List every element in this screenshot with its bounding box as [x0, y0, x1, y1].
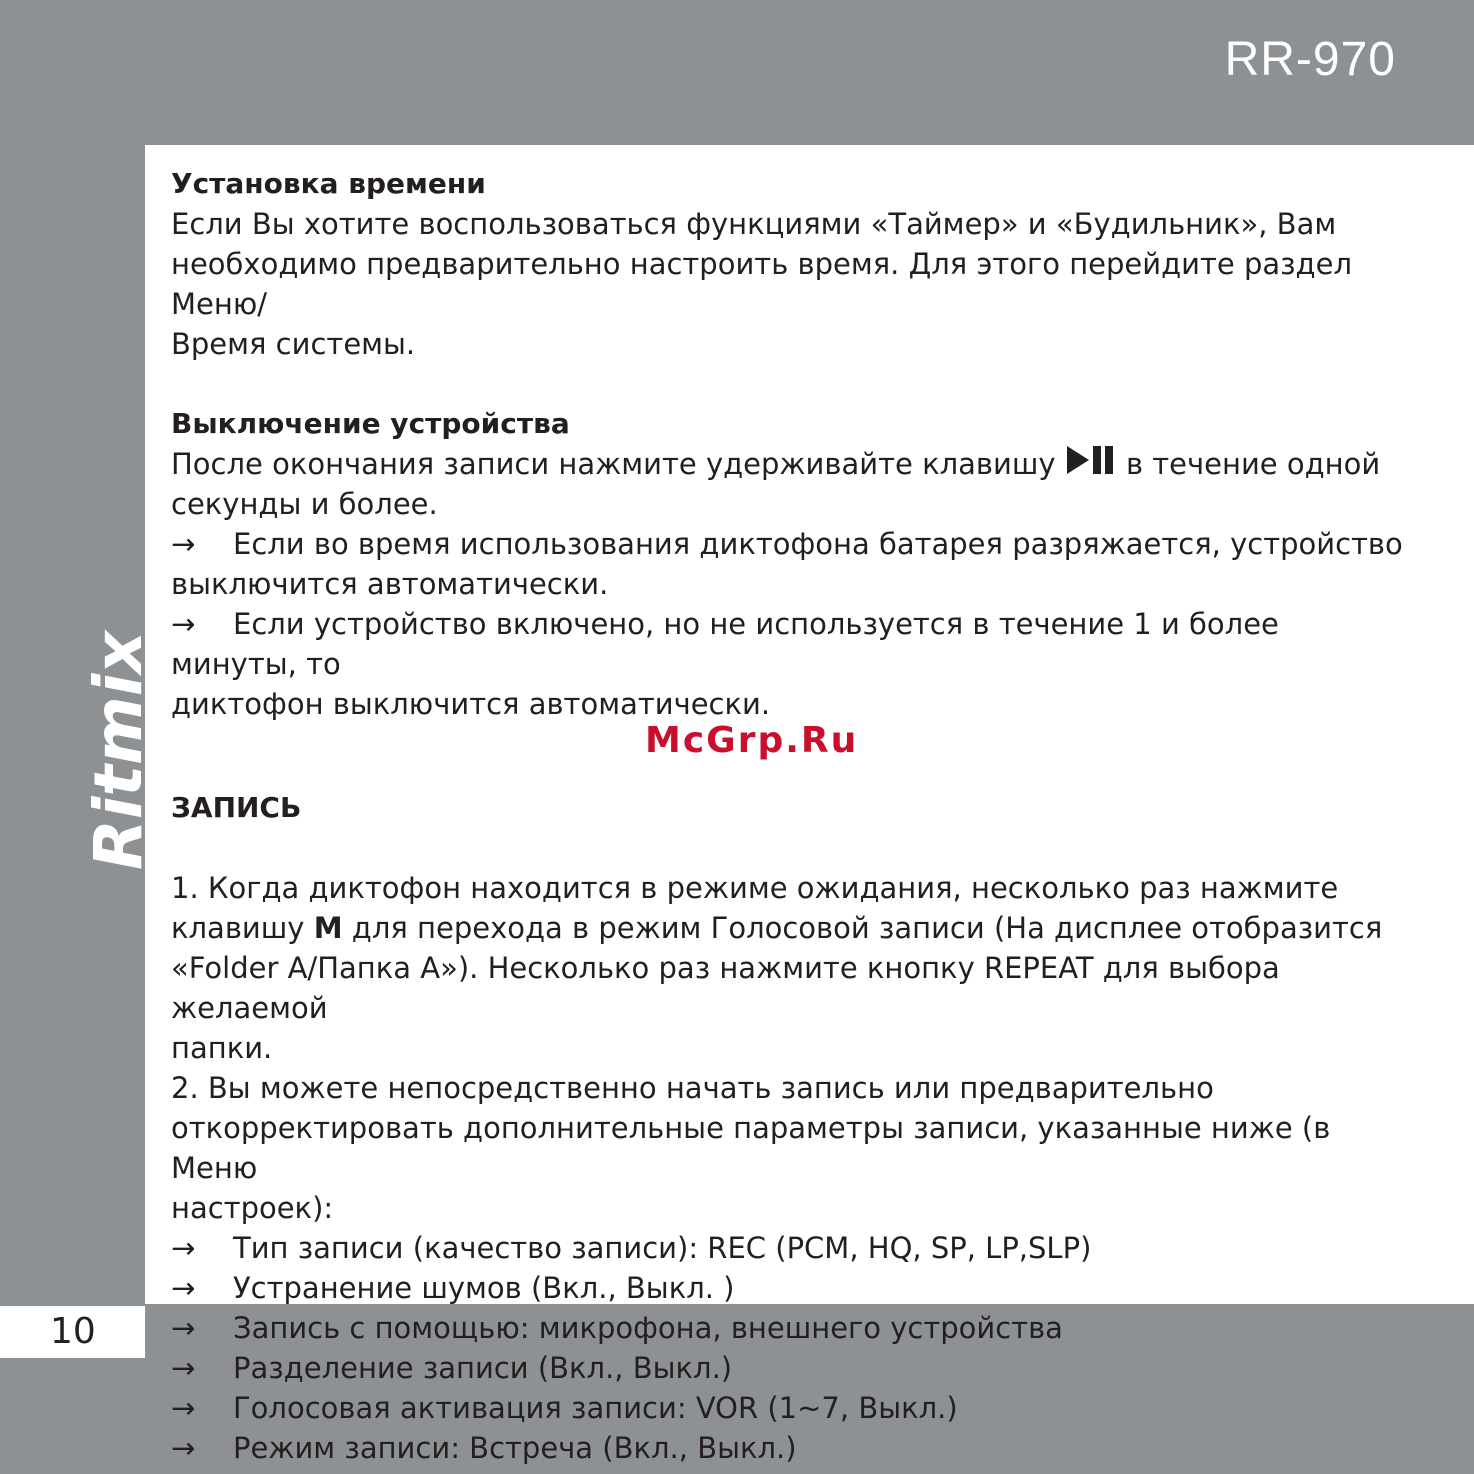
record-line: 2. Вы можете непосредственно начать запись или предварительно — [171, 1071, 1214, 1105]
heading-record: ЗАПИСЬ — [171, 791, 302, 824]
page-number: 10 — [50, 1311, 96, 1352]
list-item-text: Режим записи: Встреча (Вкл., Выкл.) — [233, 1431, 797, 1465]
brand-logo-text: Ritmix — [80, 631, 157, 870]
record-line: 1. Когда диктофон находится в режиме ожидания, несколько раз нажмите — [171, 871, 1339, 905]
record-line: папки. — [171, 1031, 273, 1065]
power-line-text: в течение одной — [1125, 447, 1381, 481]
model-name: RR-970 — [1224, 33, 1396, 86]
arrow-icon: → — [171, 1271, 196, 1305]
time-line: Если Вы хотите воспользоваться функциями «Таймер» и «Будильник», Вам — [171, 207, 1337, 241]
list-item — [171, 1388, 1411, 1428]
list-item-text: Разделение записи (Вкл., Выкл.) — [233, 1351, 733, 1385]
arrow-icon: → — [171, 1311, 196, 1345]
arrow-icon: → — [171, 1231, 196, 1265]
record-line — [171, 908, 1411, 948]
heading-power: Выключение устройства — [171, 407, 570, 440]
list-item-text: Если устройство включено, но не используется в течение 1 и более минуты, то — [171, 607, 1279, 681]
record-line-text: для перехода в режим Голосовой записи (На дисплее отобразится — [342, 911, 1383, 945]
record-line-text: клавишу — [171, 911, 305, 945]
arrow-icon: → — [171, 1431, 196, 1465]
watermark: McGrp.Ru — [645, 720, 859, 761]
document-text — [171, 164, 1411, 1468]
list-item-text: Если во время использования диктофона батарея разряжается, устройство — [233, 527, 1403, 561]
list-item — [171, 1268, 1411, 1308]
record-line: «Folder A/Папка A»). Несколько раз нажмите кнопку REPEAT для выбора желаемой — [171, 951, 1280, 1025]
list-item — [171, 1228, 1411, 1268]
list-item — [171, 1428, 1411, 1468]
power-line — [171, 444, 1411, 484]
list-item-text: Запись с помощью: микрофона, внешнего устройства — [233, 1311, 1063, 1345]
list-item-text: Устранение шумов (Вкл., Выкл. ) — [233, 1271, 735, 1305]
list-item-text: Голосовая активация записи: VOR (1~7, Выкл.) — [233, 1391, 958, 1425]
list-item — [171, 1308, 1411, 1348]
list-item — [171, 524, 1411, 564]
arrow-icon: → — [171, 527, 196, 561]
power-line-text: После окончания записи нажмите удерживайте клавишу — [171, 447, 1056, 481]
list-item — [171, 1348, 1411, 1388]
record-line: настроек): — [171, 1191, 334, 1225]
power-line: секунды и более. — [171, 487, 438, 521]
time-line: Время системы. — [171, 327, 416, 361]
play-pause-icon — [1065, 444, 1117, 476]
arrow-icon: → — [171, 1351, 196, 1385]
arrow-icon: → — [171, 1391, 196, 1425]
arrow-icon: → — [171, 607, 196, 641]
list-item-continuation: диктофон выключится автоматически. — [171, 687, 771, 721]
m-key-label: M — [313, 911, 343, 945]
list-item-continuation: выключится автоматически. — [171, 567, 609, 601]
time-line: необходимо предварительно настроить время. Для этого перейдите раздел Меню/ — [171, 247, 1352, 321]
list-item-text: Тип записи (качество записи): REC (PCM, HQ, SP, LP,SLP) — [233, 1231, 1092, 1265]
list-item — [171, 604, 1411, 684]
heading-time: Установка времени — [171, 167, 486, 200]
record-line: откорректировать дополнительные параметры записи, указанные ниже (в Меню — [171, 1111, 1331, 1185]
